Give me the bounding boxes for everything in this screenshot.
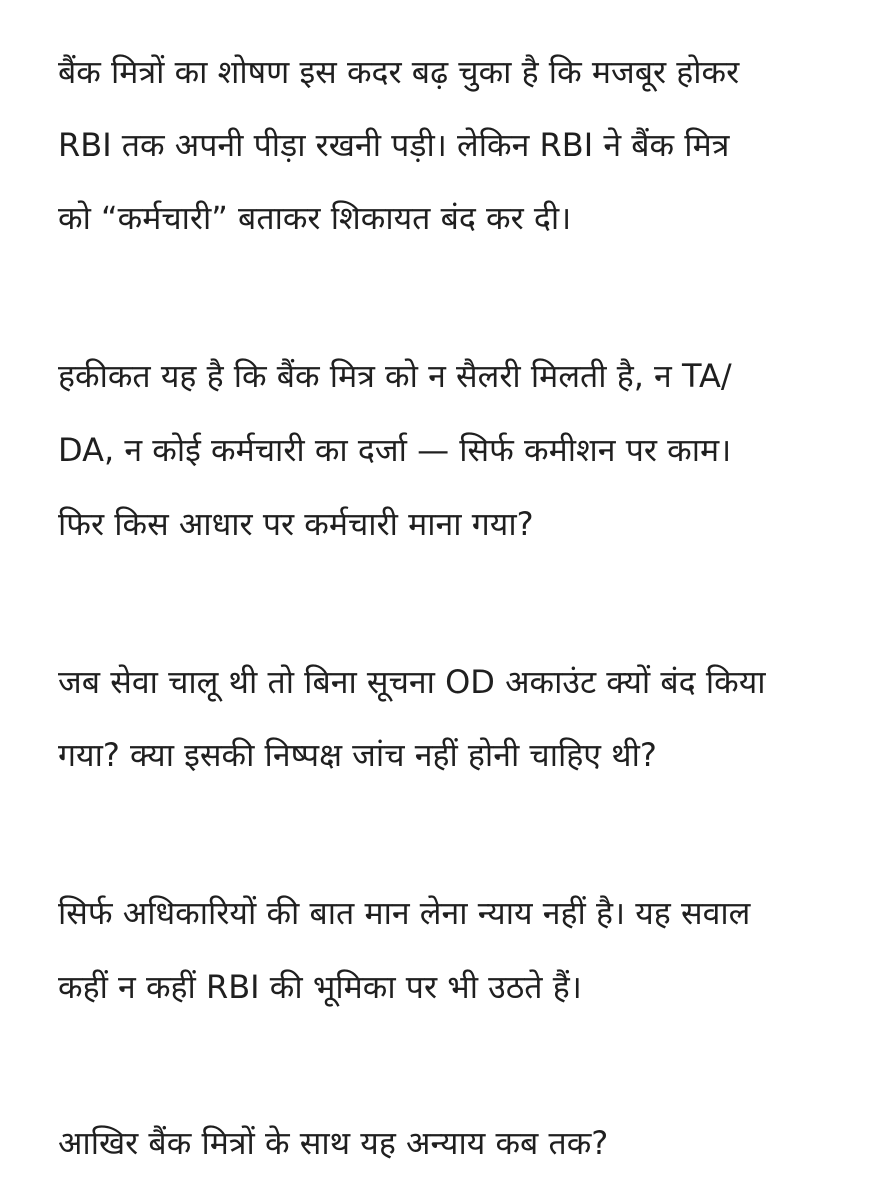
text-line: बैंक मित्रों का शोषण इस कदर बढ़ चुका है कि मजबूर होकर [58,53,740,91]
text-line: फिर किस आधार पर कर्मचारी माना गया? [58,505,534,543]
text-line: जब सेवा चालू थी तो बिना सूचना OD अकाउंट क्यों बंद किया [58,663,766,701]
text-line: हकीकत यह है कि बैंक मित्र को न सैलरी मिलती है, न TA/ [58,357,732,395]
text-line: गया? क्या इसकी निष्पक्ष जांच नहीं होनी चाहिए थी? [58,736,657,774]
text-line: DA, न कोई कर्मचारी का दर्जा — सिर्फ कमीशन पर काम। [58,431,732,469]
text-line: RBI तक अपनी पीड़ा रखनी पड़ी। लेकिन RBI ने बैंक मित्र [58,126,730,164]
text-line: सिर्फ अधिकारियों की बात मान लेना न्याय नहीं है। यह सवाल [58,894,751,932]
text-line: को “कर्मचारी” बताकर शिकायत बंद कर दी। [58,199,572,237]
text-line: आखिर बैंक मित्रों के साथ यह अन्याय कब तक? [58,1124,609,1162]
text-line: कहीं न कहीं RBI की भूमिका पर भी उठते हैं। [58,968,582,1006]
